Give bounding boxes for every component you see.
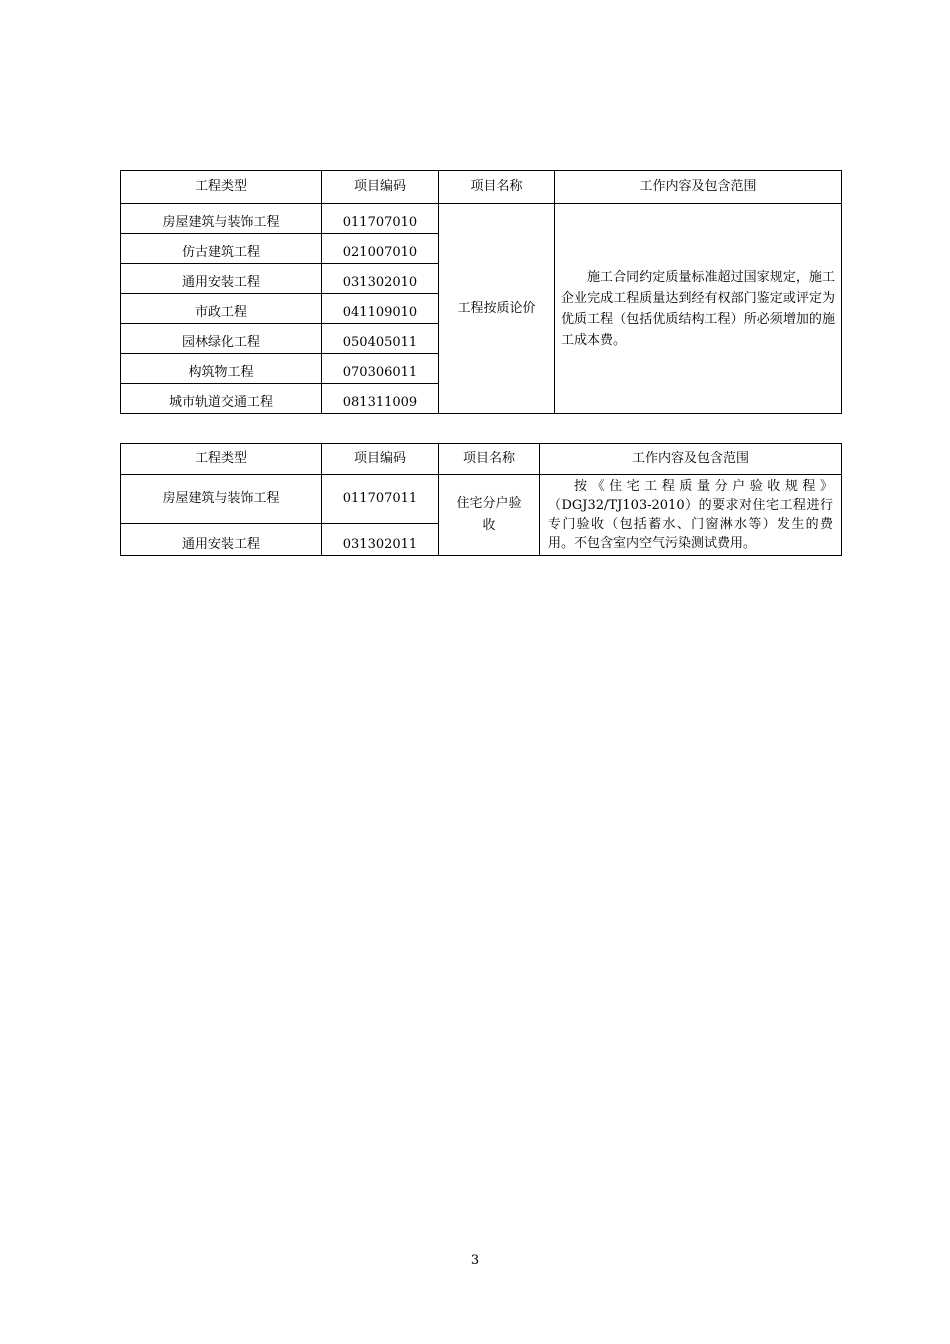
project-type: 构筑物工程 — [121, 354, 322, 384]
work-scope — [555, 204, 842, 414]
project-code: 070306011 — [322, 354, 439, 384]
header-name: 项目名称 — [439, 171, 555, 204]
project-code: 041109010 — [322, 294, 439, 324]
project-code: 081311009 — [322, 384, 439, 414]
quality-pricing-table — [120, 170, 842, 414]
project-code: 011707011 — [322, 475, 439, 524]
table-header-row — [121, 171, 842, 204]
project-type: 房屋建筑与装饰工程 — [121, 475, 322, 524]
header-name: 项目名称 — [439, 444, 540, 475]
header-scope: 工作内容及包含范围 — [540, 444, 842, 475]
project-type: 房屋建筑与装饰工程 — [121, 204, 322, 234]
household-acceptance-table — [120, 443, 842, 556]
project-type: 城市轨道交通工程 — [121, 384, 322, 414]
work-scope-text: 按《住宅工程质量分户验收规程》（DGJ32/TJ103-2010）的要求对住宅工程进行专门验收（包括蓄水、门窗淋水等）发生的费用。不包含室内空气污染测试费用。 — [548, 479, 833, 551]
header-type: 工程类型 — [121, 444, 322, 475]
project-type: 市政工程 — [121, 294, 322, 324]
table-header-row — [121, 444, 842, 475]
work-scope-text: 施工合同约定质量标准超过国家规定，施工企业完成工程质量达到经有权部门鉴定或评定为优质工程（包括优质结构工程）所必须增加的施工成本费。 — [561, 269, 835, 348]
header-code: 项目编码 — [322, 171, 439, 204]
header-type: 工程类型 — [121, 171, 322, 204]
project-type: 通用安装工程 — [121, 524, 322, 556]
project-code: 031302010 — [322, 264, 439, 294]
header-scope: 工作内容及包含范围 — [555, 171, 842, 204]
table-row — [121, 204, 842, 234]
project-type: 仿古建筑工程 — [121, 234, 322, 264]
item-name: 工程按质论价 — [439, 204, 555, 414]
header-code: 项目编码 — [322, 444, 439, 475]
page-number: 3 — [470, 1253, 480, 1268]
project-code: 031302011 — [322, 524, 439, 556]
table-row — [121, 475, 842, 524]
project-code: 011707010 — [322, 204, 439, 234]
project-type: 通用安装工程 — [121, 264, 322, 294]
project-code: 021007010 — [322, 234, 439, 264]
project-code: 050405011 — [322, 324, 439, 354]
work-scope — [540, 475, 842, 556]
project-type: 园林绿化工程 — [121, 324, 322, 354]
item-name: 住宅分户验收 — [439, 475, 540, 556]
